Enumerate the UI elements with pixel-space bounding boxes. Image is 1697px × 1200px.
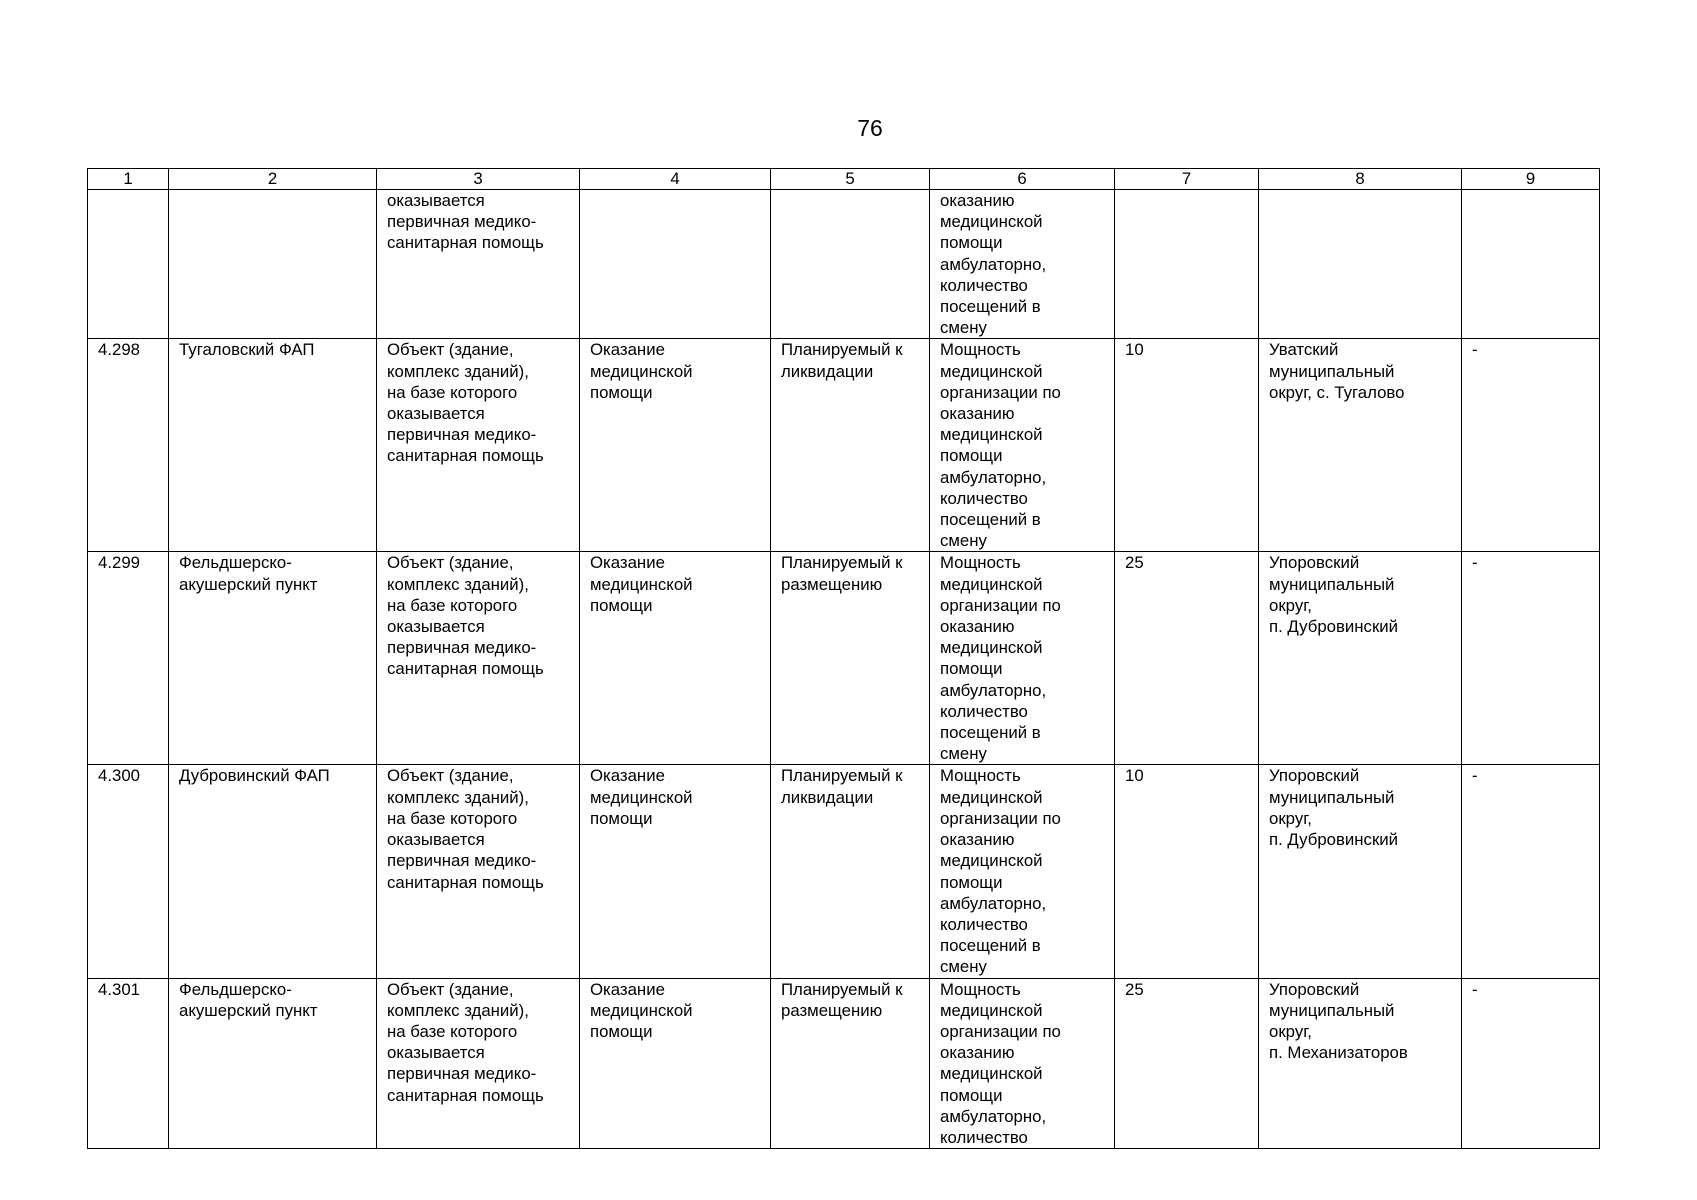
cell-text-line: количество: [940, 914, 1028, 934]
column-number: 6: [930, 169, 1115, 190]
table-cell-col-3: [377, 190, 580, 339]
cell-text-line: на базе которого: [387, 1021, 518, 1041]
cell-text-line: амбулаторно,: [940, 893, 1047, 913]
table-cell-col-3: [377, 765, 580, 978]
cell-text-line: посещений в: [940, 936, 1041, 956]
cell-text-line: Мощность: [940, 340, 1021, 360]
column-number: 9: [1462, 169, 1600, 190]
table-cell-col-1: [88, 978, 169, 1149]
cell-text-line: 4.301: [98, 979, 140, 999]
cell-text-line: оказанию: [940, 1043, 1015, 1063]
cell-text-line: -: [1472, 340, 1478, 360]
cell-text-line: Оказание: [590, 766, 665, 786]
table-body: [88, 190, 1600, 1149]
cell-text-line: помощи: [590, 382, 653, 402]
cell-text-line: организации по: [940, 808, 1061, 828]
cell-text-line: муниципальный: [1269, 574, 1395, 594]
cell-text-line: медицинской: [940, 1000, 1043, 1020]
table-cell-col-5: [771, 765, 930, 978]
table-cell-col-1: [88, 339, 169, 552]
cell-text-line: округ,: [1269, 595, 1312, 615]
cell-text-line: комплекс зданий),: [387, 574, 529, 594]
cell-text-line: Фельдшерско-: [179, 979, 292, 999]
cell-text-line: первичная медико-: [387, 212, 537, 232]
table-cell-col-6: [930, 765, 1115, 978]
cell-text-line: комплекс зданий),: [387, 361, 529, 381]
table-cell-col-9: [1462, 552, 1600, 765]
cell-text-line: Мощность: [940, 766, 1021, 786]
cell-text-line: Упоровский: [1269, 553, 1360, 573]
cell-text-line: смену: [940, 957, 987, 977]
column-number: 5: [771, 169, 930, 190]
cell-text-line: акушерский пункт: [179, 574, 318, 594]
cell-text-line: помощи: [940, 1085, 1003, 1105]
cell-text-line: посещений в: [940, 723, 1041, 743]
cell-text-line: амбулаторно,: [940, 680, 1047, 700]
cell-text-line: первичная медико-: [387, 1064, 537, 1084]
cell-text-line: Оказание: [590, 340, 665, 360]
cell-text-line: 25: [1125, 553, 1144, 573]
table-cell-col-4: [580, 190, 771, 339]
cell-text-line: акушерский пункт: [179, 1000, 318, 1020]
cell-text-line: п. Дубровинский: [1269, 830, 1399, 850]
cell-text-line: размещению: [781, 1000, 883, 1020]
cell-text-line: 10: [1125, 340, 1144, 360]
cell-text-line: муниципальный: [1269, 787, 1395, 807]
cell-text-line: организации по: [940, 1021, 1061, 1041]
table-cell-col-8: [1259, 190, 1462, 339]
cell-text-line: комплекс зданий),: [387, 787, 529, 807]
table-row: [88, 978, 1600, 1149]
cell-text-line: смену: [940, 318, 987, 338]
table-cell-col-3: [377, 978, 580, 1149]
cell-text-line: санитарная помощь: [387, 872, 544, 892]
cell-text-line: Объект (здание,: [387, 553, 514, 573]
cell-text-line: 25: [1125, 979, 1144, 999]
cell-text-line: медицинской: [590, 574, 693, 594]
table-cell-col-2: [169, 978, 377, 1149]
table-cell-col-9: [1462, 765, 1600, 978]
cell-text-line: ликвидации: [781, 787, 874, 807]
cell-text-line: оказанию: [940, 191, 1015, 210]
cell-text-line: медицинской: [940, 361, 1043, 381]
cell-text-line: медицинской: [590, 787, 693, 807]
document-table: [87, 168, 1600, 1149]
cell-text-line: Тугаловский ФАП: [179, 340, 315, 360]
cell-text-line: Упоровский: [1269, 766, 1360, 786]
cell-text-line: медицинской: [940, 574, 1043, 594]
cell-text-line: оказывается: [387, 404, 485, 424]
cell-text-line: Объект (здание,: [387, 340, 514, 360]
cell-text-line: организации по: [940, 382, 1061, 402]
table-cell-col-5: [771, 339, 930, 552]
column-number: 4: [580, 169, 771, 190]
cell-text-line: муниципальный: [1269, 1000, 1395, 1020]
cell-text-line: амбулаторно,: [940, 1106, 1047, 1126]
table-row: [88, 552, 1600, 765]
table-cell-col-2: [169, 765, 377, 978]
cell-text-line: 4.299: [98, 553, 140, 573]
table-cell-col-7: [1115, 765, 1259, 978]
column-number: 8: [1259, 169, 1462, 190]
table-cell-col-7: [1115, 552, 1259, 765]
table-cell-col-1: [88, 190, 169, 339]
cell-text-line: первичная медико-: [387, 851, 537, 871]
cell-text-line: муниципальный: [1269, 361, 1395, 381]
cell-text-line: -: [1472, 553, 1478, 573]
cell-text-line: медицинской: [940, 787, 1043, 807]
table-cell-col-9: [1462, 339, 1600, 552]
cell-text-line: Мощность: [940, 979, 1021, 999]
cell-text-line: Объект (здание,: [387, 979, 514, 999]
cell-text-line: посещений в: [940, 510, 1041, 530]
table-cell-col-5: [771, 552, 930, 765]
table-cell-col-7: [1115, 978, 1259, 1149]
cell-text-line: помощи: [940, 659, 1003, 679]
cell-text-line: ликвидации: [781, 361, 874, 381]
cell-text-line: санитарная помощь: [387, 446, 544, 466]
cell-text-line: оказанию: [940, 830, 1015, 850]
table-cell-col-8: [1259, 339, 1462, 552]
cell-text-line: помощи: [940, 872, 1003, 892]
table-cell-col-6: [930, 552, 1115, 765]
table-cell-col-5: [771, 978, 930, 1149]
cell-text-line: оказывается: [387, 191, 485, 210]
table-row: [88, 765, 1600, 978]
cell-text-line: Объект (здание,: [387, 766, 514, 786]
cell-text-line: медицинской: [940, 425, 1043, 445]
cell-text-line: помощи: [590, 595, 653, 615]
table-cell-col-4: [580, 339, 771, 552]
cell-text-line: округ,: [1269, 808, 1312, 828]
cell-text-line: на базе которого: [387, 808, 518, 828]
column-number: 1: [88, 169, 169, 190]
cell-text-line: посещений в: [940, 297, 1041, 317]
cell-text-line: смену: [940, 744, 987, 764]
cell-text-line: п. Механизаторов: [1269, 1043, 1408, 1063]
cell-text-line: Планируемый к: [781, 553, 903, 573]
cell-text-line: оказывается: [387, 830, 485, 850]
table-cell-col-4: [580, 552, 771, 765]
column-number: 2: [169, 169, 377, 190]
cell-text-line: медицинской: [940, 638, 1043, 658]
cell-text-line: Уватский: [1269, 340, 1339, 360]
cell-text-line: санитарная помощь: [387, 659, 544, 679]
cell-text-line: помощи: [590, 808, 653, 828]
cell-text-line: санитарная помощь: [387, 1085, 544, 1105]
table-cell-col-7: [1115, 339, 1259, 552]
cell-text-line: 10: [1125, 766, 1144, 786]
cell-text-line: смену: [940, 531, 987, 551]
cell-text-line: Дубровинский ФАП: [179, 766, 330, 786]
table-cell-col-1: [88, 552, 169, 765]
cell-text-line: -: [1472, 979, 1478, 999]
cell-text-line: оказанию: [940, 404, 1015, 424]
cell-text-line: медицинской: [590, 1000, 693, 1020]
cell-text-line: округ,: [1269, 1021, 1312, 1041]
cell-text-line: медицинской: [940, 212, 1043, 232]
cell-text-line: санитарная помощь: [387, 233, 544, 253]
cell-text-line: -: [1472, 766, 1478, 786]
cell-text-line: первичная медико-: [387, 638, 537, 658]
cell-text-line: Оказание: [590, 979, 665, 999]
cell-text-line: медицинской: [940, 851, 1043, 871]
cell-text-line: количество: [940, 275, 1028, 295]
table-cell-col-8: [1259, 765, 1462, 978]
cell-text-line: оказанию: [940, 617, 1015, 637]
table-cell-col-1: [88, 765, 169, 978]
cell-text-line: 4.300: [98, 766, 140, 786]
cell-text-line: помощи: [940, 233, 1003, 253]
page-number: 76: [857, 115, 883, 141]
cell-text-line: округ, с. Тугалово: [1269, 382, 1405, 402]
table-cell-col-3: [377, 339, 580, 552]
table-cell-col-7: [1115, 190, 1259, 339]
cell-text-line: медицинской: [940, 1064, 1043, 1084]
cell-text-line: оказывается: [387, 1043, 485, 1063]
cell-text-line: количество: [940, 701, 1028, 721]
cell-text-line: Мощность: [940, 553, 1021, 573]
column-number: 7: [1115, 169, 1259, 190]
table-cell-col-4: [580, 765, 771, 978]
table-cell-col-2: [169, 552, 377, 765]
table-cell-col-3: [377, 552, 580, 765]
cell-text-line: амбулаторно,: [940, 254, 1047, 274]
cell-text-line: размещению: [781, 574, 883, 594]
cell-text-line: количество: [940, 488, 1028, 508]
column-number: 3: [377, 169, 580, 190]
cell-text-line: Оказание: [590, 553, 665, 573]
column-number-row: [88, 169, 1600, 190]
cell-text-line: амбулаторно,: [940, 467, 1047, 487]
table-cell-col-8: [1259, 978, 1462, 1149]
table-cell-col-6: [930, 190, 1115, 339]
cell-text-line: на базе которого: [387, 382, 518, 402]
table-row: [88, 339, 1600, 552]
cell-text-line: на базе которого: [387, 595, 518, 615]
cell-text-line: помощи: [940, 446, 1003, 466]
cell-text-line: помощи: [590, 1021, 653, 1041]
table-cell-col-6: [930, 339, 1115, 552]
cell-text-line: организации по: [940, 595, 1061, 615]
cell-text-line: Планируемый к: [781, 979, 903, 999]
table-cell-col-5: [771, 190, 930, 339]
table-cell-col-8: [1259, 552, 1462, 765]
cell-text-line: Планируемый к: [781, 340, 903, 360]
table-cell-col-9: [1462, 190, 1600, 339]
table-cell-col-9: [1462, 978, 1600, 1149]
cell-text-line: первичная медико-: [387, 425, 537, 445]
cell-text-line: оказывается: [387, 617, 485, 637]
table-row-continued: [88, 190, 1600, 339]
cell-text-line: комплекс зданий),: [387, 1000, 529, 1020]
table-cell-col-2: [169, 339, 377, 552]
cell-text-line: Упоровский: [1269, 979, 1360, 999]
table-cell-col-6: [930, 978, 1115, 1149]
cell-text-line: Фельдшерско-: [179, 553, 292, 573]
cell-text-line: медицинской: [590, 361, 693, 381]
cell-text-line: п. Дубровинский: [1269, 617, 1399, 637]
cell-text-line: Планируемый к: [781, 766, 903, 786]
cell-text-line: количество: [940, 1127, 1028, 1147]
table-cell-col-4: [580, 978, 771, 1149]
table-cell-col-2: [169, 190, 377, 339]
cell-text-line: 4.298: [98, 340, 140, 360]
